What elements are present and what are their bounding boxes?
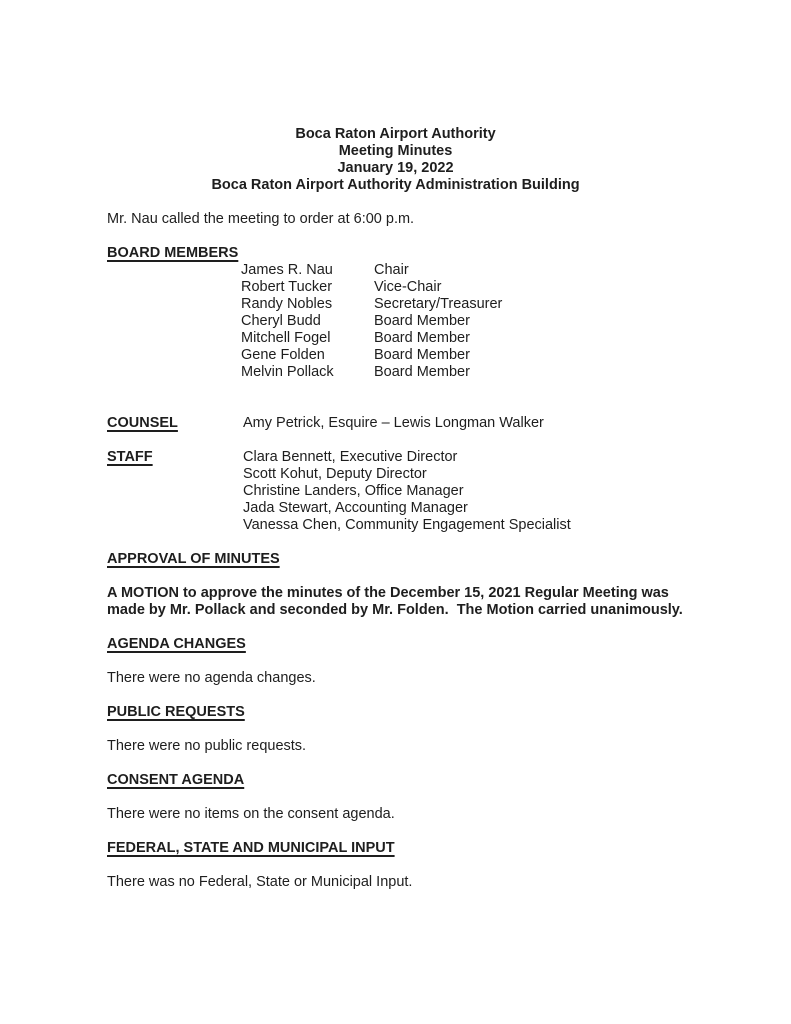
board-members-section xyxy=(107,245,684,381)
staff-member: Scott Kohut, Deputy Director xyxy=(243,466,427,482)
board-member-role: Board Member xyxy=(374,364,470,380)
board-member-name: Gene Folden xyxy=(241,347,325,363)
board-member-role: Board Member xyxy=(374,313,470,329)
title-line-doc-type: Meeting Minutes xyxy=(338,143,453,159)
staff-member: Clara Bennett, Executive Director xyxy=(243,449,458,465)
staff-list xyxy=(243,449,684,534)
board-member-name: Mitchell Fogel xyxy=(241,330,331,346)
document-title-block xyxy=(107,126,684,194)
approval-of-minutes-body: A MOTION to approve the minutes of the December 15, 2021 Regular Meeting was made by Mr. Pollack and seconded by Mr. Folden. The Motion carried unanimously. xyxy=(107,585,683,618)
board-member-row xyxy=(241,262,684,279)
federal-state-municipal-input-body: There was no Federal, State or Municipal Input. xyxy=(107,874,413,890)
consent-agenda-body: There were no items on the consent agenda. xyxy=(107,806,395,822)
board-members-heading: BOARD MEMBERS xyxy=(107,245,239,261)
board-member-name: Melvin Pollack xyxy=(241,364,334,380)
public-requests-body: There were no public requests. xyxy=(107,738,307,754)
staff-heading: STAFF xyxy=(107,449,153,465)
approval-of-minutes-section xyxy=(107,551,684,619)
call-to-order-text: Mr. Nau called the meeting to order at 6:00 p.m. xyxy=(107,211,415,227)
board-member-name: James R. Nau xyxy=(241,262,333,278)
board-member-role: Chair xyxy=(374,262,409,278)
counsel-value: Amy Petrick, Esquire – Lewis Longman Walker xyxy=(243,415,544,431)
title-line-date: January 19, 2022 xyxy=(337,160,454,176)
federal-state-municipal-input-heading: FEDERAL, STATE AND MUNICIPAL INPUT xyxy=(107,840,395,856)
staff-member: Vanessa Chen, Community Engagement Specialist xyxy=(243,517,571,533)
approval-of-minutes-heading: APPROVAL OF MINUTES xyxy=(107,551,280,567)
agenda-changes-body: There were no agenda changes. xyxy=(107,670,316,686)
federal-state-municipal-input-section xyxy=(107,840,684,891)
agenda-changes-section xyxy=(107,636,684,687)
board-member-role: Vice-Chair xyxy=(374,279,442,295)
board-member-row xyxy=(241,279,684,296)
public-requests-section xyxy=(107,704,684,755)
board-member-name: Cheryl Budd xyxy=(241,313,321,329)
staff-member: Jada Stewart, Accounting Manager xyxy=(243,500,468,516)
title-line-location: Boca Raton Airport Authority Administration Building xyxy=(211,177,580,193)
board-member-role: Secretary/Treasurer xyxy=(374,296,503,312)
board-members-table xyxy=(241,262,684,381)
board-member-role: Board Member xyxy=(374,347,470,363)
board-member-row xyxy=(241,313,684,330)
title-line-org: Boca Raton Airport Authority xyxy=(295,126,496,142)
staff-member: Christine Landers, Office Manager xyxy=(243,483,464,499)
counsel-heading: COUNSEL xyxy=(107,415,178,431)
board-member-row xyxy=(241,330,684,347)
public-requests-heading: PUBLIC REQUESTS xyxy=(107,704,245,720)
agenda-changes-heading: AGENDA CHANGES xyxy=(107,636,246,652)
board-member-row xyxy=(241,296,684,313)
counsel-heading-cell xyxy=(107,415,243,432)
consent-agenda-section xyxy=(107,772,684,823)
board-member-role: Board Member xyxy=(374,330,470,346)
board-member-row xyxy=(241,364,684,381)
board-member-row xyxy=(241,347,684,364)
board-member-name: Robert Tucker xyxy=(241,279,333,295)
board-member-name: Randy Nobles xyxy=(241,296,333,312)
staff-heading-cell xyxy=(107,449,243,466)
staff-section xyxy=(107,449,684,534)
consent-agenda-heading: CONSENT AGENDA xyxy=(107,772,245,788)
counsel-section xyxy=(107,415,684,432)
